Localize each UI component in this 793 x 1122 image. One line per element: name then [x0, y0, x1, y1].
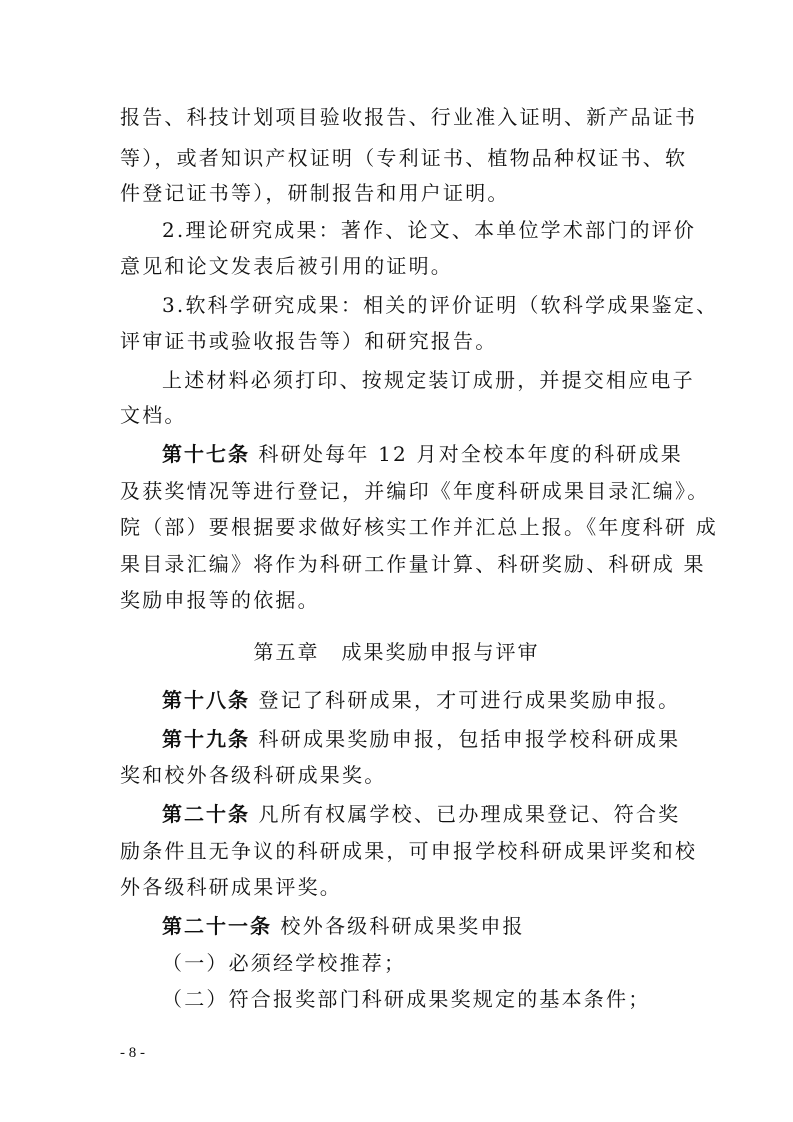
article-19-text: 科研成果奖励申报，包括申报学校科研成果 — [250, 727, 681, 751]
paragraph-line: 件登记证书等），研制报告和用户证明。 — [120, 181, 510, 205]
list-item: （一）必须经学校推荐； — [162, 951, 407, 975]
paragraph-line: 3.软科学研究成果：相关的评价证明（软科学成果鉴定、 — [162, 293, 719, 317]
article-17-label: 第十七条 — [162, 442, 250, 466]
article-18-text: 登记了科研成果，才可进行成果奖励申报。 — [250, 688, 681, 712]
article-18-line — [162, 686, 680, 714]
paragraph-line: 外各级科研成果评奖。 — [120, 875, 342, 899]
paragraph-line: 报告、科技计划项目验收报告、行业准入证明、新产品证书 — [120, 105, 698, 129]
article-17-text: 科研处每年 12 月对全校本年度的科研成果 — [250, 442, 683, 466]
article-20-text: 凡所有权属学校、已办理成果登记、符合奖 — [250, 802, 681, 826]
article-19-label: 第十九条 — [162, 727, 250, 751]
article-21-first-line — [162, 912, 525, 940]
article-20-first-line — [162, 800, 680, 828]
article-20-label: 第二十条 — [162, 802, 250, 826]
paragraph-line: 奖励申报等的依据。 — [120, 588, 320, 612]
paragraph-line: 等），或者知识产权证明（专利证书、植物品种权证书、软 — [120, 146, 688, 170]
paragraph-line: 励条件且无争议的科研成果，可申报学校科研成果评奖和校 — [120, 839, 698, 863]
page-number: - 8 - — [120, 1045, 145, 1061]
article-21-label: 第二十一条 — [162, 914, 272, 938]
article-17-first-line — [162, 440, 683, 468]
paragraph-line: 意见和论文发表后被引用的证明。 — [120, 254, 453, 278]
paragraph-line: 2.理论研究成果：著作、论文、本单位学术部门的评价 — [162, 218, 697, 242]
paragraph-line: 院（部）要根据要求做好核实工作并汇总上报。《年度科研 成 — [120, 515, 718, 539]
list-item: （二）符合报奖部门科研成果奖规定的基本条件； — [162, 987, 651, 1011]
chapter-heading: 第五章 成果奖励申报与评审 — [253, 640, 540, 664]
article-18-label: 第十八条 — [162, 688, 250, 712]
paragraph-line: 奖和校外各级科研成果奖。 — [120, 763, 387, 787]
article-19-first-line — [162, 725, 680, 753]
paragraph-line: 评审证书或验收报告等）和研究报告。 — [120, 329, 498, 353]
article-21-text: 校外各级科研成果奖申报 — [272, 914, 525, 938]
paragraph-line: 文档。 — [120, 403, 187, 427]
paragraph-line: 上述材料必须打印、按规定装订成册，并提交相应电子 — [162, 368, 695, 392]
paragraph-line: 及获奖情况等进行登记，并编印《年度科研成果目录汇编》。 — [120, 479, 710, 503]
paragraph-line: 果目录汇编》将作为科研工作量计算、科研奖励、科研成 果 — [120, 552, 706, 576]
